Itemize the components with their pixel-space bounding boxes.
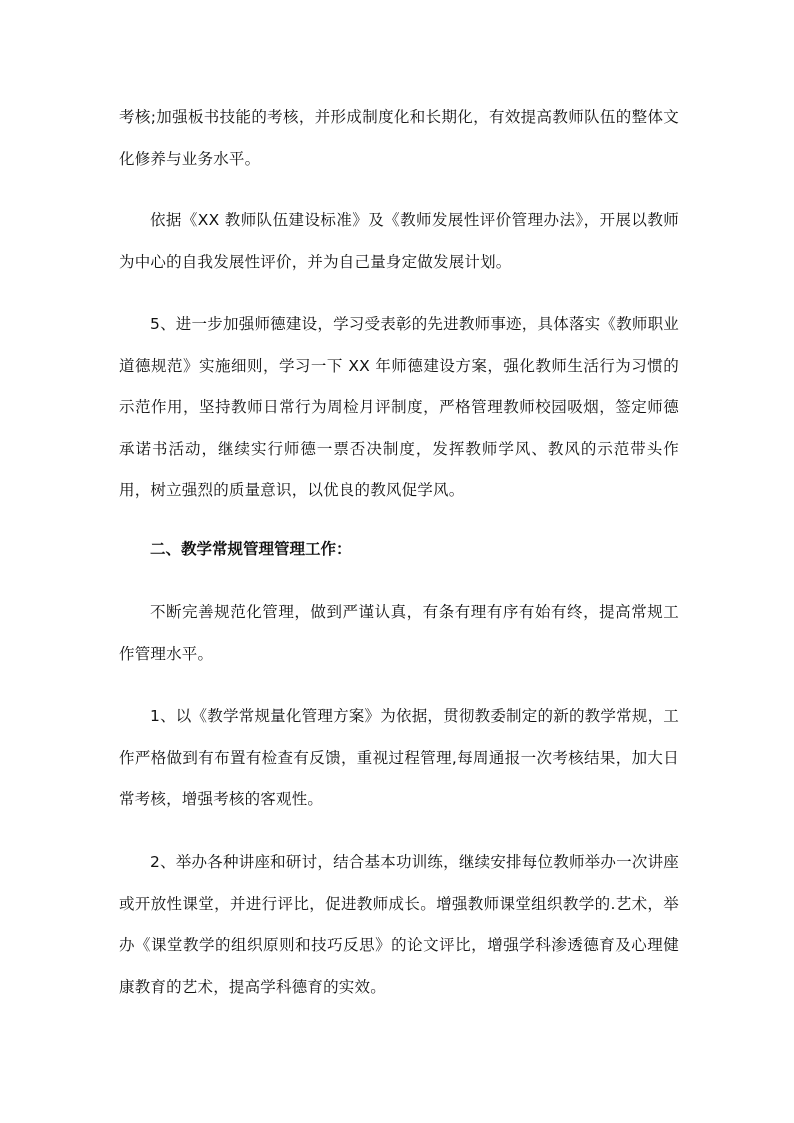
paragraph-ethics: 5、进一步加强师德建设，学习受表彰的先进教师事迹，具体落实《教师职业道德规范》实施细则，学习一下 XX 年师德建设方案，强化教师生活行为习惯的示范作用，坚持教师日常行为周检月评制度，严格管理教师校园吸烟，签定师德承诺书活动，继续实行师德一票否决制度，发挥教师学风、教风的示范带头作用，树立强烈的质量意识，以优良的教风促学风。: [119, 315, 679, 499]
paragraph-evaluation: 依据《XX 教师队伍建设标准》及《教师发展性评价管理办法》，开展以教师为中心的自我发展性评价，并为自己量身定做发展计划。: [119, 211, 679, 271]
paragraph-continuation: 考核;加强板书技能的考核，并形成制度化和长期化，有效提高教师队伍的整体文化修养与业务水平。: [119, 108, 679, 168]
paragraph-item-2: 2、举办各种讲座和研讨，结合基本功训练，继续安排每位教师举办一次讲座或开放性课堂，并进行评比，促进教师成长。增强教师课堂组织教学的.艺术，举办《课堂教学的组织原则和技巧反思》的论文评比，增强学科渗透德育及心理健康教育的艺术，提高学科德育的实效。: [119, 853, 679, 996]
paragraph-item-1: 1、以《教学常规量化管理方案》为依据，贯彻教委制定的新的教学常规，工作严格做到有布置有检查有反馈，重视过程管理,每周通报一次考核结果，加大日常考核，增强考核的客观性。: [119, 707, 679, 808]
section-heading: 二、教学常规管理管理工作：: [150, 540, 352, 558]
paragraph-management: 不断完善规范化管理，做到严谨认真，有条有理有序有始有终，提高常规工作管理水平。: [119, 603, 679, 663]
